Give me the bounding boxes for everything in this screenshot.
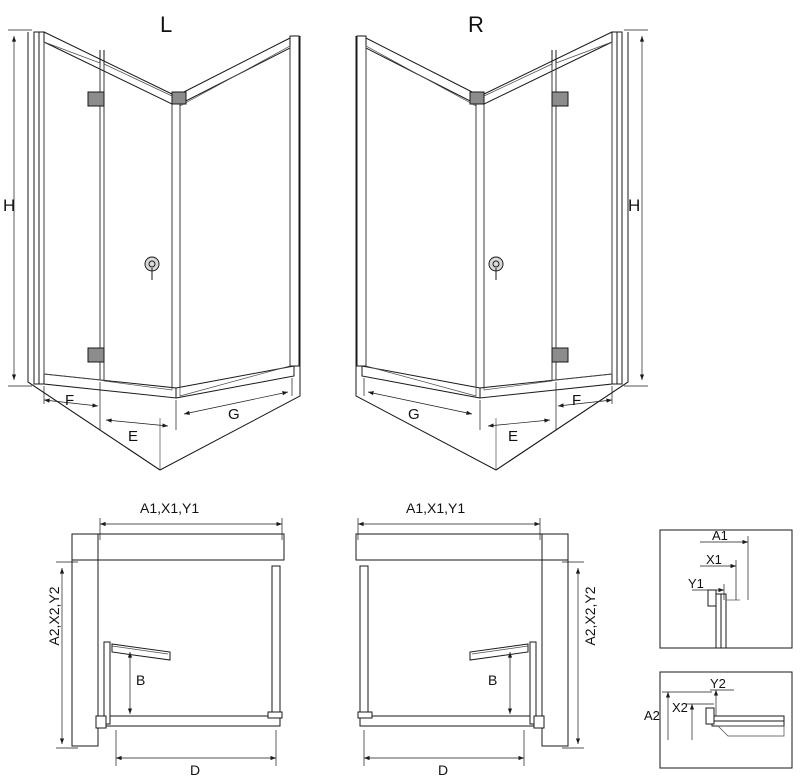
plan-right-bottom-dimension-label: D xyxy=(438,762,449,778)
height-label-left: H xyxy=(3,196,16,215)
plan-right-inner-dimension-label: B xyxy=(488,672,498,688)
height-label-right: H xyxy=(628,196,641,215)
detail-bottom-label-a2: A2 xyxy=(644,708,660,723)
plan-left-side-dimension-label: A2,X2,Y2 xyxy=(46,586,62,646)
handing-label-right: R xyxy=(468,12,484,37)
detail-top-label-a1: A1 xyxy=(712,528,728,543)
side-panel-label-left: G xyxy=(228,406,240,423)
door-leaf-label-left: F xyxy=(65,392,75,409)
detail-top-label-y1: Y1 xyxy=(688,576,704,591)
door-opening-label-right: E xyxy=(508,428,519,445)
door-leaf-label-right: F xyxy=(572,392,582,409)
handing-label-left: L xyxy=(160,12,173,37)
detail-top-label-x1: X1 xyxy=(706,552,722,567)
plan-left-bottom-dimension-label: D xyxy=(190,762,201,778)
plan-right-top-dimension-label: A1,X1,Y1 xyxy=(406,500,466,516)
plan-left-inner-dimension-label: B xyxy=(136,672,146,688)
plan-left-top-dimension-label: A1,X1,Y1 xyxy=(140,500,200,516)
detail-bottom-label-y2: Y2 xyxy=(710,676,726,691)
side-panel-label-right: G xyxy=(408,406,420,423)
door-opening-label-left: E xyxy=(128,428,139,445)
detail-bottom-label-x2: X2 xyxy=(672,700,688,715)
plan-right-side-dimension-label: A2,X2,Y2 xyxy=(582,586,598,646)
